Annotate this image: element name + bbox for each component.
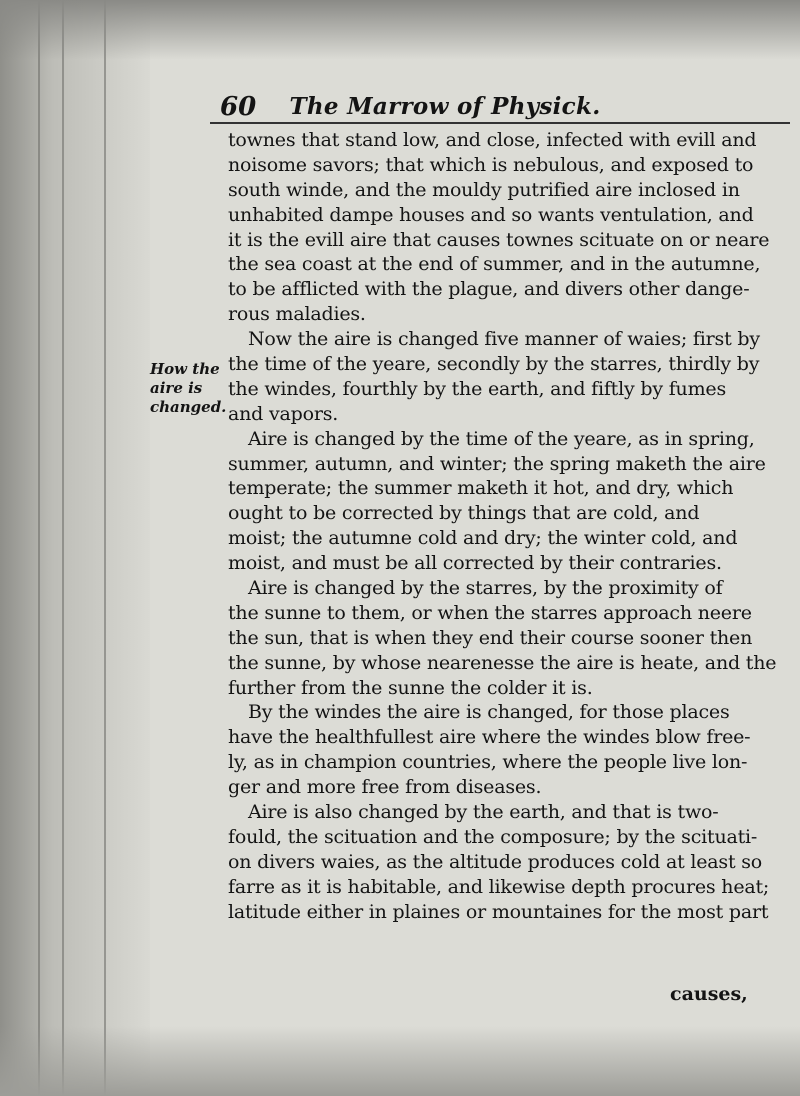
catchword: causes, <box>670 983 748 1005</box>
text-line: on divers waies, as the altitude produces cold at least so <box>228 850 763 873</box>
text-line: farre as it is habitable, and likewise depth procures heat; <box>228 875 770 898</box>
text-line: summer, autumn, and winter; the spring maketh the aire <box>228 452 766 475</box>
text-line: it is the evill aire that causes townes scituate on or neare <box>228 228 770 251</box>
text-line: Now the aire is changed five manner of waies; first by <box>248 328 760 351</box>
marginal-note <box>150 360 225 417</box>
text-line: noisome savors; that which is nebulous, and exposed to <box>228 153 754 176</box>
text-line: unhabited dampe houses and so wants ventulation, and <box>228 203 754 226</box>
text-line: moist, and must be all corrected by their contraries. <box>228 552 722 575</box>
text-line: Aire is changed by the time of the yeare, as in spring, <box>248 427 755 450</box>
text-line: Aire is also changed by the earth, and that is two- <box>248 801 719 824</box>
marginal-note-line: aire is <box>150 379 203 397</box>
running-head <box>150 90 770 124</box>
text-line: Aire is changed by the starres, by the proximity of <box>248 577 723 600</box>
text-line: ger and more free from diseases. <box>228 776 542 799</box>
text-line: and vapors. <box>228 402 339 425</box>
text-line: the windes, fourthly by the earth, and fiftly by fumes <box>228 377 726 400</box>
marginal-note-line: changed. <box>150 398 227 416</box>
running-title: The Marrow of Physick. <box>289 93 601 120</box>
text-line: ly, as in champion countries, where the people live lon- <box>228 751 748 774</box>
header-rule <box>210 122 790 124</box>
binding-line <box>62 0 64 1096</box>
book-page <box>150 60 800 1060</box>
binding-line <box>104 0 106 1096</box>
text-line: ought to be corrected by things that are cold, and <box>228 502 700 525</box>
page-number: 60 <box>220 92 257 122</box>
text-line: latitude either in plaines or mountaines for the most part <box>228 900 769 923</box>
text-line: have the healthfullest aire where the windes blow free- <box>228 726 751 749</box>
text-line: By the windes the aire is changed, for those places <box>248 701 730 724</box>
text-line: south winde, and the mouldy putrified aire inclosed in <box>228 178 740 201</box>
text-line: the sunne, by whose nearenesse the aire is heate, and the <box>228 651 777 674</box>
body-text <box>228 128 798 925</box>
text-line: rous maladies. <box>228 303 366 326</box>
text-line: townes that stand low, and close, infected with evill and <box>228 129 757 151</box>
text-line: temperate; the summer maketh it hot, and dry, which <box>228 477 734 500</box>
text-line: the time of the yeare, secondly by the starres, thirdly by <box>228 353 760 376</box>
text-line: the sun, that is when they end their course sooner then <box>228 626 753 649</box>
text-line: fould, the scituation and the composure; by the scituati- <box>228 825 758 848</box>
text-line: the sea coast at the end of summer, and in the autumne, <box>228 253 761 276</box>
text-line: to be afflicted with the plague, and divers other dange- <box>228 278 750 301</box>
scan-binding-shadow <box>0 0 150 1096</box>
text-line: the sunne to them, or when the starres approach neere <box>228 601 752 624</box>
binding-line <box>38 0 40 1096</box>
text-line: further from the sunne the colder it is. <box>228 676 593 699</box>
scan-top-shadow <box>0 0 800 60</box>
marginal-note-line: How the <box>150 360 220 378</box>
text-line: moist; the autumne cold and dry; the winter cold, and <box>228 527 738 550</box>
